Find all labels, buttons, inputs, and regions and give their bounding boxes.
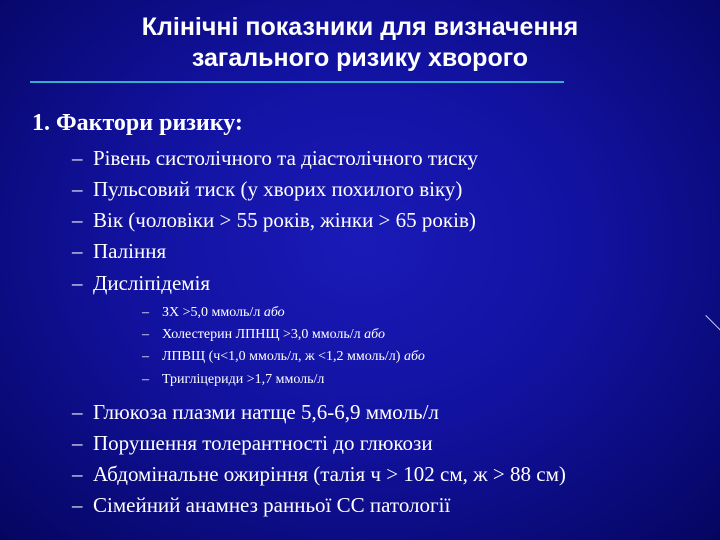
bullet-dash: – [142,349,149,364]
bullet-dash: – [72,146,83,170]
slide-title-line-2: загального ризику хворого [191,44,529,72]
bullet-dash: – [142,305,149,320]
slide-title-line-1: Клінічні показники для визначення [141,13,579,41]
bullet-dash: – [72,208,83,232]
conjunction-label: або [364,327,385,342]
list-item-text: Пульсовий тиск (у хворих похилого віку) [93,177,463,201]
conjunction-label: або [263,305,285,320]
title-underline [30,81,564,83]
list-item-text: Сімейний анамнез ранньої СС патології [93,493,451,517]
section-heading: 1. Фактори ризику: [32,110,243,136]
bullet-dash: – [72,177,83,201]
bullet-dash: – [72,271,83,295]
list-item-text: Рівень систолічного та діастолічного тиску [93,146,479,170]
bullet-dash: – [72,400,83,424]
slide-title [0,12,720,74]
bullet-dash: – [142,327,149,342]
bullet-dash: – [72,462,83,486]
sub-list-item-text: ЗХ >5,0 ммоль/л або [162,305,285,320]
list-item-text: Абдомінальне ожиріння (талія ч > 102 см, ж > 88 см) [93,462,566,486]
sub-list-item-text: Холестерин ЛПНЩ >3,0 ммоль/л або [162,327,385,342]
conjunction-label: або [403,349,425,364]
sub-list-item-text: Тригліцериди >1,7 ммоль/л [162,372,325,387]
bullet-dash: – [72,239,83,263]
list-item-text: Вік (чоловіки > 55 років, жінки > 65 років) [93,208,476,232]
list-item-text: Порушення толерантності до глюкози [93,431,433,455]
sub-list-item-text: ЛПВЩ (ч<1,0 ммоль/л, ж <1,2 ммоль/л) або [162,349,425,364]
list-item-text: Паління [93,239,167,263]
list-item-text: Дисліпідемія [93,271,211,295]
decorative-line [705,315,720,337]
bullet-dash: – [72,493,83,517]
list-item-text: Глюкоза плазми натще 5,6-6,9 ммоль/л [93,400,439,424]
bullet-dash: – [72,431,83,455]
bullet-dash: – [142,372,149,387]
